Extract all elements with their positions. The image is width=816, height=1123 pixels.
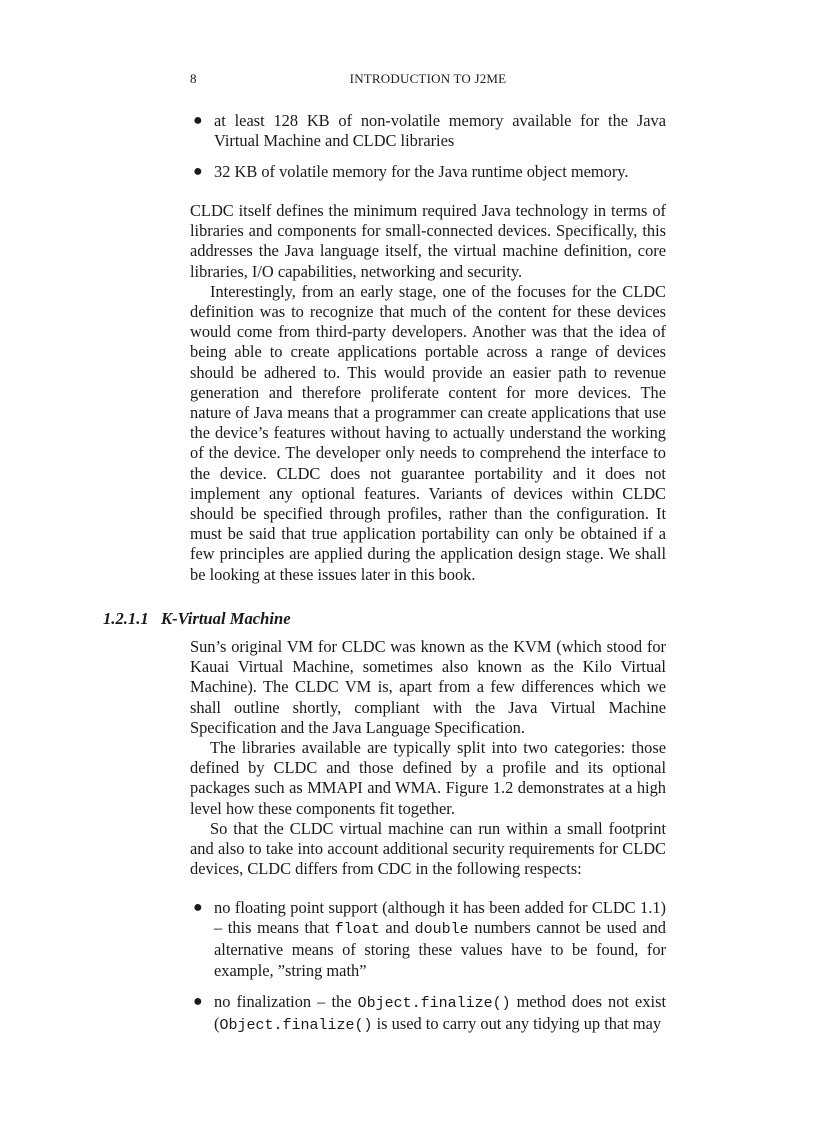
cldc-description-block xyxy=(190,201,666,585)
section-number: 1.2.1.1 xyxy=(103,609,149,628)
paragraph: Interestingly, from an early stage, one of the focuses for the CLDC definition was to recognize that much of the content for these devices would come from third-party developers. Another was that the idea of being able to create applications portable across a range of devices should be adhered to. This would provide an easier path to revenue generation and therefore proliferate content for more devices. The nature of Java means that a programmer can create applications that use the device’s features without having to actually understand the working of the device. The developer only needs to comprehend the interface to the device. CLDC does not guarantee portability and it does not implement any optional features. Variants of devices within CLDC should be specified through profiles, rather than the configuration. It must be said that true application portability can only be obtained if a few principles are applied during the application design stage. We shall be looking at these issues later in this book. xyxy=(190,281,666,584)
code-float: float xyxy=(334,921,380,939)
list-item: ● at least 128 KB of non-volatile memory available for the Java Virtual Machine and CLDC libraries xyxy=(193,111,666,151)
paragraph: So that the CLDC virtual machine can run within a small footprint and also to take into account additional security requirements for CLDC devices, CLDC differs from CDC in the following respects: xyxy=(190,818,666,879)
paragraph: Sun’s original VM for CLDC was known as the KVM (which stood for Kauai Virtual Machine, sometimes also known as the Kilo Virtual Machine). The CLDC VM is, apart from a few differences which we shall outline shortly, compliant with the Java Virtual Machine Specification and the Java Language Specification. xyxy=(190,637,666,737)
paragraph: The libraries available are typically split into two categories: those defined by CLDC and those defined by a profile and its optional packages such as MMAPI and WMA. Figure 1.2 demonstrates at a high level how these components fit together. xyxy=(190,738,666,818)
cldc-differences-list xyxy=(190,898,666,1036)
code-object-finalize: Object.finalize() xyxy=(219,1017,373,1035)
list-item: ● 32 KB of volatile memory for the Java runtime object memory. xyxy=(193,162,629,182)
code-double: double xyxy=(414,921,469,939)
list-item: ● no finalization – the Object.finalize() method does not exist (Object.finalize() is used to carry out any tidying up that may xyxy=(193,991,667,1035)
bullet-icon: ● xyxy=(193,112,203,129)
paragraph: CLDC itself defines the minimum required Java technology in terms of libraries and components for small-connected devices. Specifically, this addresses the Java language itself, the virtual machine definition, core libraries, I/O capabilities, networking and security. xyxy=(190,201,666,281)
section-heading xyxy=(103,609,291,629)
code-object-finalize: Object.finalize() xyxy=(357,994,511,1012)
memory-requirements-list xyxy=(190,111,666,183)
bullet-icon: ● xyxy=(193,163,203,181)
bullet-icon: ● xyxy=(193,992,203,1010)
running-header xyxy=(190,71,666,89)
section-title: K-Virtual Machine xyxy=(161,609,291,628)
bullet-icon: ● xyxy=(193,899,203,916)
running-title: INTRODUCTION TO J2ME xyxy=(349,71,507,86)
page-number: 8 xyxy=(190,71,197,86)
kvm-description-block xyxy=(190,637,666,879)
list-item: ● no floating point support (although it has been added for CLDC 1.1) – this means that float and double numbers cannot be used and alternative means of storing these values have to be found, for example, ”string math” xyxy=(193,898,666,980)
